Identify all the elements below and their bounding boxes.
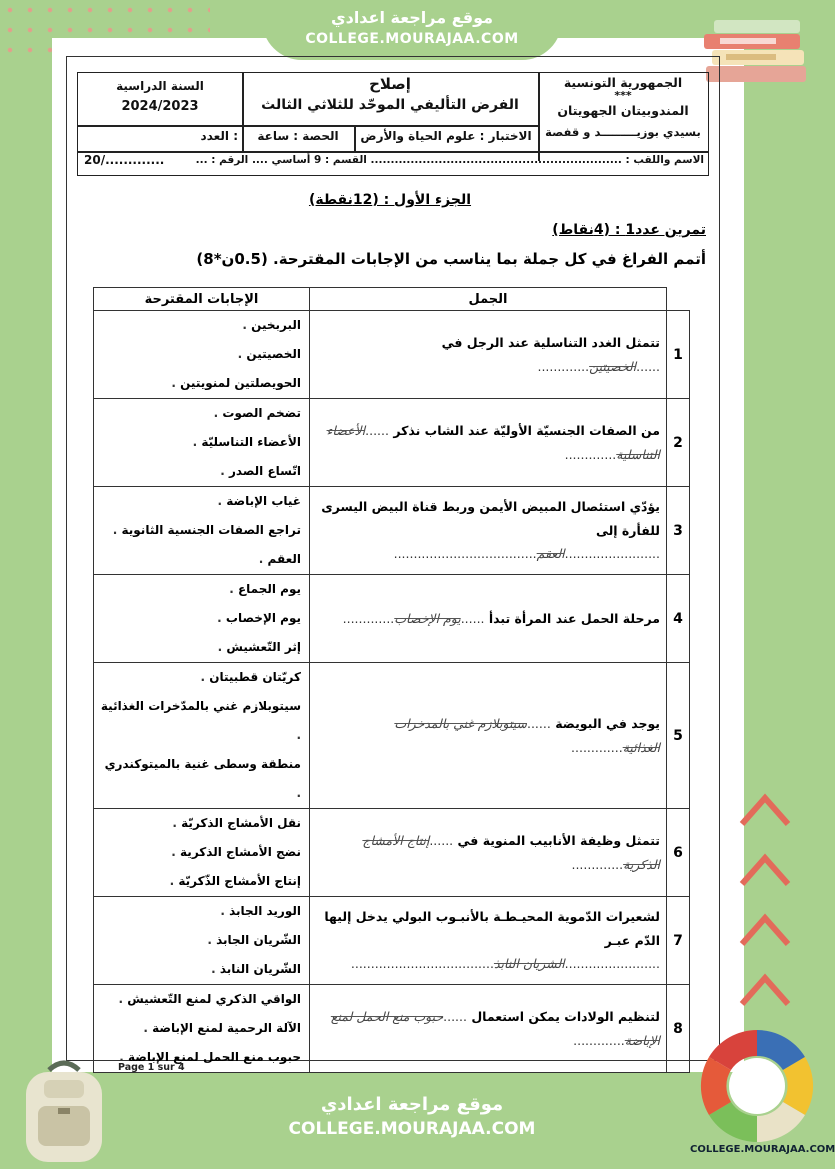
exam-header	[77, 72, 709, 176]
table-row	[94, 575, 690, 663]
exercise-title: تمرين عدد1 : (4نقاط)	[552, 222, 706, 238]
sentence-cell: لشعيرات الدّموية المحيـطـة بالأنبـوب البولي يدخل إليها الدّم عبـر ........................الشريان النابذ....................................	[310, 897, 667, 985]
answer-option: يوم الجماع .	[98, 575, 301, 604]
answer-option: الشّريان الجابذ .	[98, 926, 301, 955]
filled-answer: العقم	[536, 546, 565, 562]
answer-option: العقم .	[98, 545, 301, 574]
table-row	[94, 809, 690, 897]
delegation-name: المندوبيتان الجهويتان	[557, 103, 689, 118]
answer-option: الآلة الرحمية لمنع الإباضة .	[98, 1014, 301, 1043]
sentence-cell: يوجد في البويضة ......سيتوبلازم غني بالمدخرات الغذائية.............	[310, 663, 667, 809]
options-cell	[94, 663, 310, 809]
row-number: 7	[667, 897, 690, 985]
answer-option: الأعضاء التناسليّة .	[98, 428, 301, 457]
answer-option: يوم الإخصاب .	[98, 604, 301, 633]
chevron-up-icon	[738, 850, 792, 890]
answer-option: منطقة وسطى غنية بالميتوكندري .	[98, 750, 301, 808]
site-logo-icon	[694, 1027, 820, 1145]
answer-option: نقل الأمشاج الذكريّة .	[98, 809, 301, 838]
doc-title: إصلاح	[369, 75, 411, 93]
answer-option: إثر التّعشيش .	[98, 633, 301, 662]
answer-option: كريّتان قطبيتان .	[98, 663, 301, 692]
page-number: Page 1 sur 4	[118, 1062, 185, 1073]
options-cell	[94, 575, 310, 663]
options-cell	[94, 897, 310, 985]
grade-value: 20/.............	[84, 153, 165, 167]
options-cell	[94, 399, 310, 487]
sentence-cell: مرحلة الحمل عند المرأة تبدأ ......يوم الإخصاب.............	[310, 575, 667, 663]
table-row	[94, 487, 690, 575]
part-title: الجزء الأول : (12نقطة)	[308, 192, 472, 208]
filled-answer: الخصيتين	[589, 358, 637, 374]
subject-name: الاختبار : علوم الحياة والأرض	[360, 129, 532, 143]
options-cell	[94, 311, 310, 399]
sentence-cell: تتمثل الغدد التناسلية عند الرجل في ......الخصيتين.............	[310, 311, 667, 399]
stars: ***	[614, 89, 632, 102]
num-header	[667, 288, 690, 311]
site-url[interactable]: COLLEGE.MOURAJAA.COM	[288, 1119, 536, 1139]
answer-option: نضج الأمشاج الذكرية .	[98, 838, 301, 867]
sentence-text: تتمثل وظيفة الأنابيب المنوية في	[457, 832, 660, 848]
options-cell	[94, 985, 310, 1073]
logo-caption[interactable]: COLLEGE.MOURAJAA.COM	[690, 1144, 835, 1155]
table-row	[94, 399, 690, 487]
answer-option: سيتوبلازم غني بالمدّخرات الغذائية .	[98, 692, 301, 750]
sentence-cell: لتنظيم الولادات يمكن استعمال ......حبوب منع الحمل لمنع الإباضة.............	[310, 985, 667, 1073]
row-number: 1	[667, 311, 690, 399]
answer-option: الحويصلتين لمنويتين .	[98, 369, 301, 398]
sentence-text: يؤدّي استئصال المبيض الأيمن وربط قناة البيض اليسرى للفأرة إلى	[321, 498, 660, 538]
answer-option: تضخم الصوت .	[98, 399, 301, 428]
sentence-text: من الصفات الجنسيّة الأوليّة عند الشاب نذكر	[393, 422, 660, 438]
site-name: موقع مراجعة اعدادي	[320, 1094, 504, 1115]
sentence-text: تتمثل الغدد التناسلية عند الرجل في	[441, 334, 660, 350]
sentence-text: مرحلة الحمل عند المرأة تبدأ	[488, 610, 660, 626]
site-banner-bottom[interactable]	[262, 1074, 562, 1156]
row-number: 6	[667, 809, 690, 897]
row-number: 4	[667, 575, 690, 663]
row-number: 8	[667, 985, 690, 1073]
table-row	[94, 985, 690, 1073]
table-row	[94, 311, 690, 399]
answer-option: اتّساع الصدر .	[98, 457, 301, 486]
answer-option: الشّريان النابذ .	[98, 955, 301, 984]
filled-answer: حبوب منع الحمل لمنع الإباضة	[330, 1008, 660, 1048]
session-duration: الحصة : ساعة	[257, 129, 339, 143]
sentence-text: لتنظيم الولادات يمكن استعمال	[471, 1008, 660, 1024]
answer-option: إنتاج الأمشاج الذّكريّة .	[98, 867, 301, 896]
site-banner-top[interactable]	[262, 0, 562, 60]
filled-answer: الأعضاء التناسلية	[326, 422, 660, 462]
chevron-up-icon	[738, 970, 792, 1010]
answer-option: تراجع الصفات الجنسية الثانوية .	[98, 516, 301, 545]
chevron-up-icon	[738, 790, 792, 830]
answer-option: البربخين .	[98, 311, 301, 340]
row-number: 3	[667, 487, 690, 575]
sentence-cell: من الصفات الجنسيّة الأوليّة عند الشاب نذكر ......الأعضاء التناسلية.............	[310, 399, 667, 487]
exercise-instruction: أتمم الفراغ في كل جملة بما يناسب من الإجابات المقترحة. (0.5ن*8)	[196, 250, 706, 268]
country-name: الجمهورية التونسية	[563, 75, 683, 90]
sentence-text: يوجد في البويضة	[555, 715, 660, 731]
table-row	[94, 663, 690, 809]
answer-option: الوريد الجابذ .	[98, 897, 301, 926]
answer-option: غياب الإباضة .	[98, 487, 301, 516]
site-url[interactable]: COLLEGE.MOURAJAA.COM	[305, 31, 519, 47]
filled-answer: سيتوبلازم غني بالمدخرات الغذائية	[394, 715, 660, 755]
exam-title: الفرض التأليفي الموحّد للثلاثي الثالث	[261, 97, 519, 113]
year-value: 2024/2023	[121, 99, 199, 114]
answers-header: الإجابات المقترحة	[94, 288, 310, 311]
sentences-header: الجمل	[310, 288, 667, 311]
row-number: 5	[667, 663, 690, 809]
table-row	[94, 897, 690, 985]
filled-answer: إنتاج الأمشاج الذكرية	[362, 832, 660, 872]
filled-answer: الشريان النابذ	[493, 956, 565, 972]
site-name: موقع مراجعة اعدادي	[330, 8, 494, 27]
region-name: بسيدي بوزيـــــــــد و قفصة	[545, 125, 701, 139]
student-info-line[interactable]: الاسم واللقب : ............................................................... القسم : 9 أساسي .... الرقم : ...	[195, 154, 704, 166]
year-label: السنة الدراسية	[116, 79, 204, 93]
answer-option: الخصيتين .	[98, 340, 301, 369]
row-number: 2	[667, 399, 690, 487]
answer-option: حبوب منع الحمل لمنع الإباضة .	[98, 1043, 301, 1072]
questions-table	[93, 287, 690, 1073]
options-cell	[94, 487, 310, 575]
chevron-up-icon	[738, 910, 792, 950]
backpack-icon	[14, 1056, 114, 1166]
filled-answer: يوم الإخصاب	[394, 610, 461, 626]
sentence-text: لشعيرات الدّموية المحيـطـة بالأنبـوب البولي يدخل إليها الدّم عبـر	[324, 908, 660, 948]
sentence-cell: يؤدّي استئصال المبيض الأيمن وربط قناة البيض اليسرى للفأرة إلى ........................العقم....................................	[310, 487, 667, 575]
sentence-cell: تتمثل وظيفة الأنابيب المنوية في ......إنتاج الأمشاج الذكرية.............	[310, 809, 667, 897]
answer-option: الواقي الذكري لمنع التّعشيش .	[98, 985, 301, 1014]
grade-label: العدد :	[200, 129, 238, 143]
options-cell	[94, 809, 310, 897]
